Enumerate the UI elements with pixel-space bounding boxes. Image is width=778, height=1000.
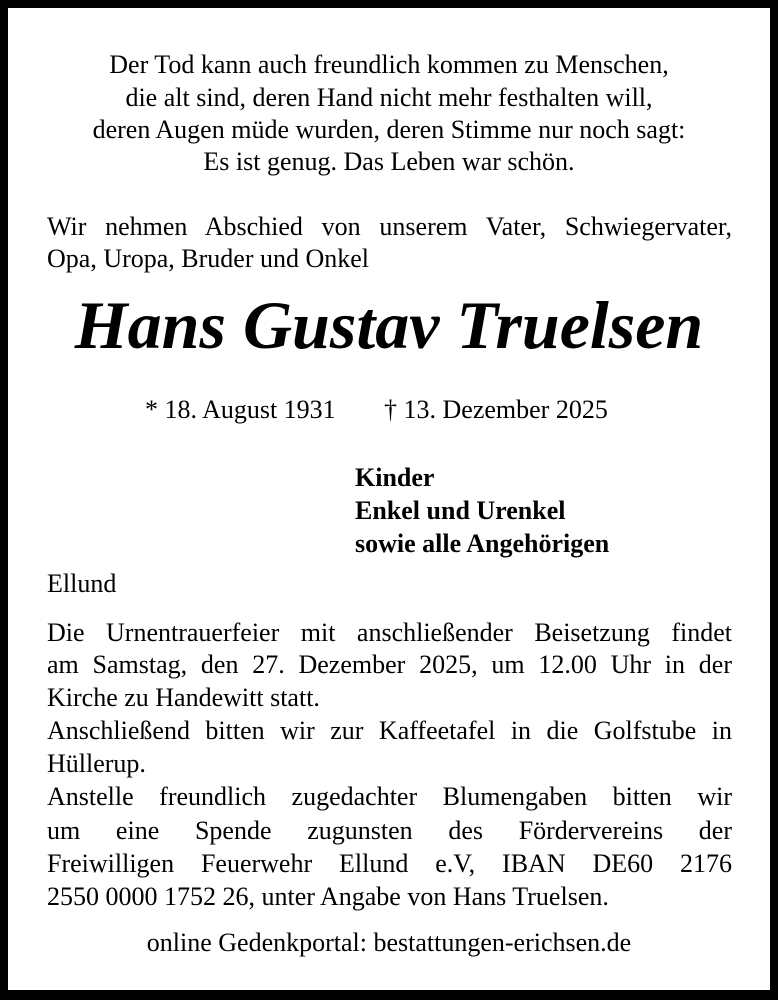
mourner-line: Enkel und Urenkel (355, 496, 566, 525)
deceased-name: Hans Gustav Truelsen (74, 287, 704, 363)
poem-line: die alt sind, deren Hand nicht mehr festhalten will, (125, 83, 653, 112)
body-line: Kirche zu Handewitt statt. (47, 683, 320, 712)
birth-date: * 18. August 1931 (145, 395, 336, 424)
body-line: Anstelle freundlich zugedachter Blumengaben bitten wir (47, 782, 732, 811)
body-line: am Samstag, den 27. Dezember 2025, um 12.00 Uhr in der (47, 650, 732, 679)
poem-line: Es ist genug. Das Leben war schön. (203, 147, 575, 176)
body-line: Die Urnentrauerfeier mit anschließender Beisetzung findet (47, 618, 732, 647)
mourner-line: sowie alle Angehörigen (355, 529, 610, 558)
poem-line: Der Tod kann auch freundlich kommen zu Menschen, (109, 50, 669, 79)
death-date: † 13. Dezember 2025 (384, 395, 608, 424)
body-line: Hüllerup. (47, 749, 146, 778)
body-line: Anschließend bitten wir zur Kaffeetafel in die Golfstube in (47, 716, 732, 745)
body-line: Freiwilligen Feuerwehr Ellund e.V, IBAN DE60 2176 (47, 849, 732, 878)
body-line: 2550 0000 1752 26, unter Angabe von Hans Truelsen. (47, 882, 609, 911)
mourner-line: Kinder (355, 463, 435, 492)
poem-line: deren Augen müde wurden, deren Stimme nur noch sagt: (92, 115, 686, 144)
intro-line: Wir nehmen Abschied von unserem Vater, Schwiegervater, (47, 212, 732, 241)
body-line: um eine Spende zugunsten des Fördervereins der (47, 816, 732, 845)
intro-line: Opa, Uropa, Bruder und Onkel (47, 244, 370, 273)
place: Ellund (47, 569, 117, 598)
memorial-portal-text: online Gedenkportal: bestattungen-erichsen.de (146, 928, 632, 957)
